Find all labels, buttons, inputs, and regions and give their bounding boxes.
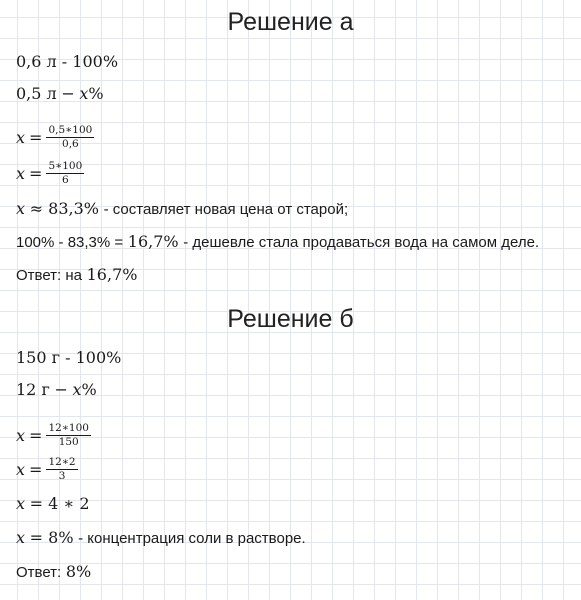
solution-b-answer: Ответ: 8% (16, 562, 92, 581)
solution-a-approx: x ≈ 83,3% - составляет новая цена от старой; (16, 199, 349, 218)
fraction: $\frac{12∗2}{3}$ (48, 456, 76, 482)
solution-a-equation-2: x = $\frac{5∗100}{6}$ (16, 160, 83, 186)
solution-b-equation-1: x = $\frac{12∗100}{150}$ (16, 422, 89, 448)
solution-b-title: Решение б (227, 305, 354, 333)
solution-b-equation-3: x = 4 ∗ 2 (16, 494, 90, 513)
solution-a-answer: Ответ: на 16,7% (16, 265, 138, 284)
solution-a-equation-1: x = $\frac{0,5∗100}{0,6}$ (16, 124, 93, 150)
fraction: $\frac{0,5∗100}{0,6}$ (48, 124, 93, 150)
solution-a-difference: 100% - 83,3% = 16,7% - дешевле стала продаваться вода на самом деле. (16, 232, 540, 251)
solution-b-result: x = 8% - концентрация соли в растворе. (16, 528, 306, 547)
solution-a-line-2: 0,5 л − x% (16, 84, 104, 103)
solution-b-equation-2: x = $\frac{12∗2}{3}$ (16, 456, 76, 482)
solution-b-line-2: 12 г − x% (16, 380, 97, 399)
fraction: $\frac{12∗100}{150}$ (48, 422, 89, 448)
solution-a-line-1: 0,6 л - 100% (16, 52, 119, 71)
solution-a-title: Решение а (227, 8, 354, 36)
solution-b-line-1: 150 г - 100% (16, 348, 122, 367)
fraction: $\frac{5∗100}{6}$ (48, 160, 83, 186)
